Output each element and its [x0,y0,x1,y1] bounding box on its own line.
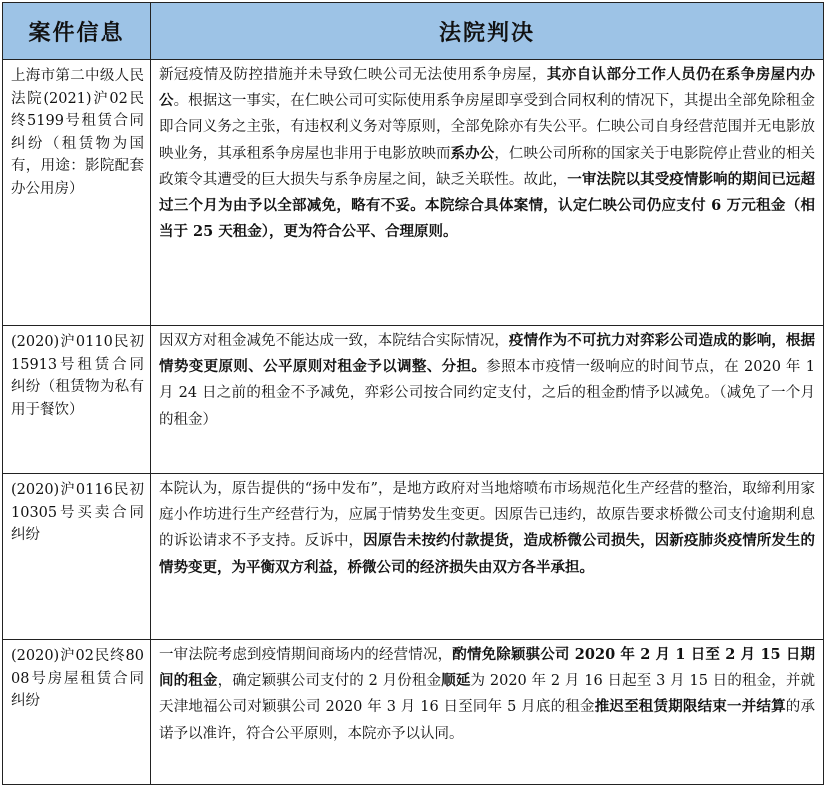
ruling-segment-bold: 其亦自认部分工作人员仍在系争房屋内办公 [159,66,816,110]
ruling-cell [151,326,824,474]
case-info-cell: (2020)沪02民终8008号房屋租赁合同纠纷 [3,640,151,785]
ruling-cell [151,640,824,785]
ruling-segment-bold: 一审法院以其受疫情影响的期间已远超过三个月为由予以全部减免，略有不妥。本院综合具体案情，认定仁映公司仍应支付 6 万元租金（相当于 25 天租金），更为符合公平、合理原则。 [159,170,816,241]
header-case-info: 案件信息 [3,3,151,60]
ruling-segment: ，确定颖骐公司支付的 2 月份租金 [217,673,442,690]
table-row [3,640,824,785]
ruling-segment: 的承诺予以准许，符合公平原则，本院亦予以认同。 [159,699,815,742]
ruling-segment: 新冠疫情及防控措施并未导致仁映公司无法使用系争房屋， [159,67,547,83]
ruling-segment-bold: 因原告未按约付款提货，造成桥微公司损失，因新疫肺炎疫情所发生的情势变更，为平衡双方利益，桥微公司的经济损失由双方各半承担。 [159,532,816,576]
ruling-cell [151,474,824,640]
ruling-segment: 。根据这一事实，在仁映公司可实际使用系争房屋即享受到合同权利的情况下，其提出全部免除租金即合同义务之主张，有违权利义务对等原则，全部免除亦有失公平。仁映公司自身经营范围并无电影放映业务，其承租系争房屋也非用于电影放映而 [159,93,816,162]
ruling-segment: 参照本市疫情一级响应的时间节点，在 2020 年 1 月 24 日之前的租金不予减免，弈彩公司按合同约定支付，之后的租金酌情予以减免。（减免了一个月的租金） [159,359,816,428]
header-ruling: 法院判决 [151,3,824,60]
table-row [3,326,824,474]
case-info-cell: 上海市第二中级人民法院(2021)沪02民终5199号租赁合同纠纷（租赁物为国有，用途：影院配套办公用房） [3,60,151,326]
ruling-segment: ，仁映公司所称的国家关于电影院停止营业的相关政策令其遭受的巨大损失与系争房屋之间，缺乏关联性。故此， [159,145,816,188]
table-row [3,60,824,326]
ruling-segment: 为 2020 年 2 月 16 日起至 3 月 15 日的租金，并就天津地福公司对颖骐公司 2020 年 3 月 16 日至同年 5 月底的租金 [159,673,816,716]
ruling-segment: 一审法院考虑到疫情期间商场内的经营情况， [159,647,453,663]
ruling-cell [151,60,824,326]
judgment-table [2,2,824,785]
header-row [3,3,824,60]
table-row [3,474,824,640]
case-info-cell: (2020)沪0110民初15913号租赁合同纠纷（租赁物为私有用于餐饮） [3,326,151,474]
ruling-segment-bold: 酌情免除颖骐公司 2020 年 2 月 1 日至 2 月 15 日期间的租金 [159,646,815,690]
ruling-segment: 因双方对租金减免不能达成一致，本院结合实际情况， [159,333,509,349]
ruling-segment-bold: 疫情作为不可抗力对弈彩公司造成的影响，根据情势变更原则、公平原则对租金予以调整、分担。 [159,332,816,376]
case-info-cell: (2020)沪0116民初10305号买卖合同纠纷 [3,474,151,640]
ruling-segment-bold: 推迟至租赁期限结束一并结算 [594,698,786,716]
ruling-segment: 本院认为，原告提供的“扬中发布”，是地方政府对当地熔喷布市场规范化生产经营的整治，取缔利用家庭小作坊进行生产经营行为，应属于情势发生变更。因原告已违约，故原告要求桥微公司支付逾期利息的诉讼请求不予支持。反诉中， [159,481,815,550]
ruling-segment-bold: 系办公 [450,144,495,162]
ruling-segment-bold: 顺延 [441,672,471,690]
